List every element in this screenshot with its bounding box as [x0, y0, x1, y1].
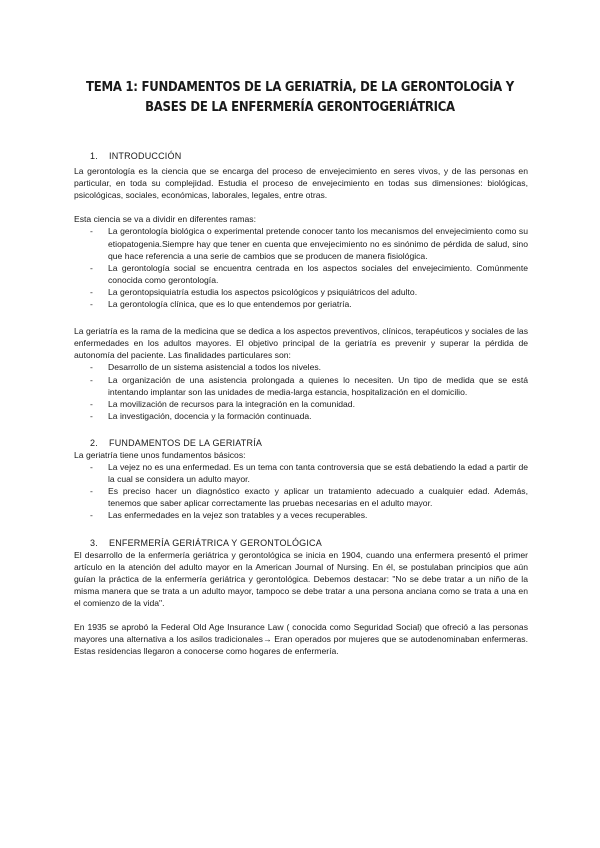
paragraph: En 1935 se aprobó la Federal Old Age Insurance Law ( conocida como Seguridad Social) que ofreció a las personas mayores una alternativa a los asilos tradicionales→ Eran operados por mujeres que se autodenominaban enfermeras. Estas residencias llegaron a conocerse como hogares de enfermería. — [74, 622, 528, 657]
bullet-list — [74, 361, 528, 421]
paragraph: Esta ciencia se va a dividir en diferentes ramas: — [74, 214, 256, 225]
list-item: - La investigación, docencia y la formación continuada. — [74, 410, 528, 422]
paragraph: La gerontología es la ciencia que se encarga del proceso de envejecimiento en seres vivos, y de las personas en particular, en toda su complejidad. Estudia el proceso de envejecimiento en todas sus dimensiones: biológicas, psicológicas, sociales, económicas, laborales, legales, entre otras. — [74, 166, 528, 201]
list-item: - La movilización de recursos para la integración en la comunidad. — [74, 398, 528, 410]
document-body — [74, 150, 528, 657]
list-item: - La gerontología clínica, que es lo que entendemos por geriatría. — [74, 298, 528, 310]
list-item: - Las enfermedades en la vejez son tratables y a veces recuperables. — [74, 509, 528, 521]
bullet-list — [74, 461, 528, 521]
section-heading-fundamentos — [74, 437, 528, 449]
section-heading-introduccion — [74, 150, 528, 162]
list-item: - La gerontología social se encuentra centrada en los aspectos sociales del envejecimiento. Comúnmente conocida como gerontología. — [74, 262, 528, 286]
list-item: - La gerontopsiquiatría estudia los aspectos psicológicos y psiquiátricos del adulto. — [74, 286, 528, 298]
bullet-list — [74, 225, 528, 310]
section-title: FUNDAMENTOS DE LA GERIATRÍA — [109, 437, 263, 448]
paragraph: La geriatría es la rama de la medicina que se dedica a los aspectos preventivos, clínicos, terapéuticos y sociales de las enfermedades en los adultos mayores. El objetivo principal de la geriatría es prevenir y superar la pérdida de autonomía del paciente. Las finalidades particulares son: — [74, 326, 528, 361]
section-number: 1. — [90, 151, 98, 161]
section-heading-enfermeria — [74, 537, 528, 549]
paragraph: El desarrollo de la enfermería geriátrica y gerontológica se inicia en 1904, cuando una enfermera presentó el primer artículo en la atención del adulto mayor en la American Journal of Nursing. En él, se postulaban principios que aún guían la práctica de la enfermería geriátrica y gerontológica. Debemos destacar: "No se debe tratar a un niño de la misma manera que se trata a un adulto mayor, tampoco se debe tratar a una persona anciana como se trata a una en el comienzo de la vida". — [74, 549, 528, 608]
section-number: 2. — [90, 437, 98, 448]
section-title: ENFERMERÍA GERIÁTRICA Y GERONTOLÓGICA — [109, 537, 322, 548]
section-number: 3. — [90, 537, 98, 548]
paragraph: La geriatría tiene unos fundamentos básicos: — [74, 449, 246, 460]
list-item: - La organización de una asistencia prolongada a quienes lo necesiten. Un tipo de medida que se está intentando implantar son las unidades de media-larga estancia, hospitalización en el domicilio. — [74, 374, 528, 398]
list-item: - La vejez no es una enfermedad. Es un tema con tanta controversia que se está debatiendo la edad a partir de la cual se considera un adulto mayor. — [74, 461, 528, 485]
document-title: TEMA 1: FUNDAMENTOS DE LA GERIATRÍA, DE LA GERONTOLOGÍA Y BASES DE LA ENFERMERÍA GERONTOGERIÁTRICA — [86, 80, 514, 115]
list-item: - Desarrollo de un sistema asistencial a todos los niveles. — [74, 361, 528, 373]
section-title: INTRODUCCIÓN — [109, 151, 182, 161]
list-item: - La gerontología biológica o experimental pretende conocer tanto los mecanismos del envejecimiento como su etiopatogenia.Siempre hay que tener en cuenta que envejecimiento no es sinónimo de pérdida de salud, sino que hace referencia a una serie de cambios que se producen de manera fisiológica. — [74, 225, 528, 261]
list-item: - Es preciso hacer un diagnóstico exacto y aplicar un tratamiento adecuado a cualquier edad. Además, tenemos que saber aplicar correctamente las pruebas necesarias en el adulto mayor. — [74, 485, 528, 509]
